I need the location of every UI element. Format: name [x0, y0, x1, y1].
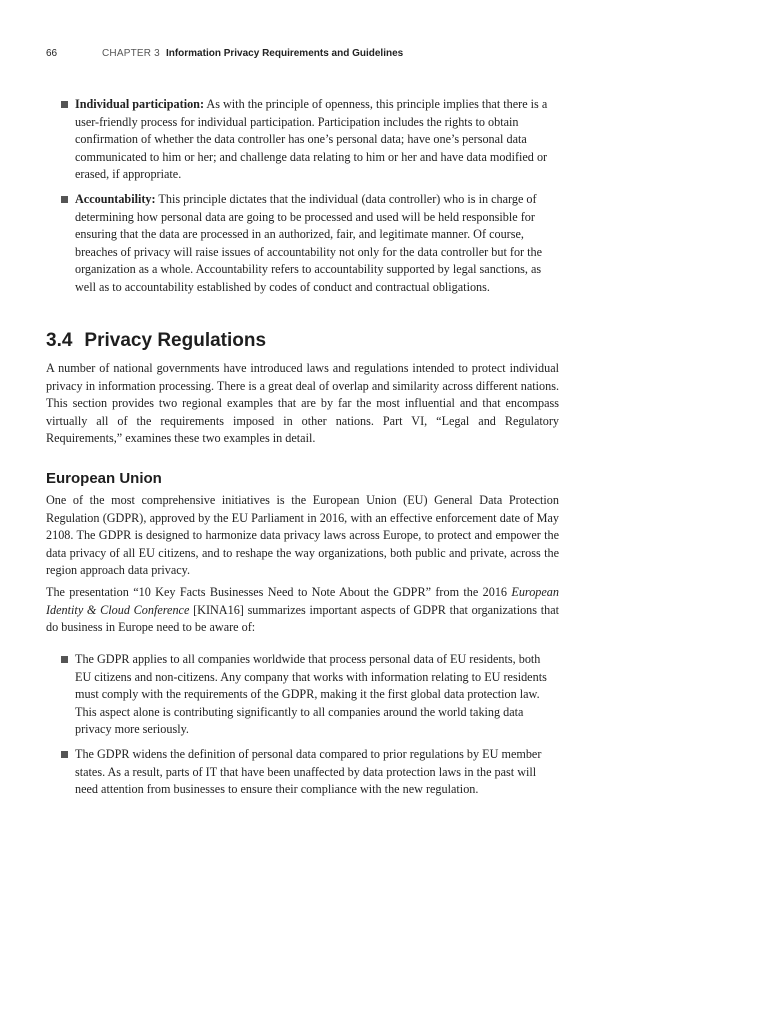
conference-name: European Identity & Cloud Conference [46, 585, 559, 617]
square-bullet-icon [61, 751, 68, 758]
principle-text: This principle dictates that the individual (data controller) who is in charge of determining how personal data are going to be processed and used will be held responsible for ensuring that the data are processed in an authorized, fair, and legitimate manner. Of course, breaches of privacy will raise issues of accountability not only for the data controller but for the organization as a whole. Accountability refers to accountability supported by legal sanctions, as well as to accountability established by codes of conduct and contractual obligations. [75, 191, 543, 294]
section-intro-paragraph: A number of national governments have introduced laws and regulations intended to protect individual privacy in information processing. There is a great deal of overlap and similarity across different nations. This section provides two regional examples that are by far the most influential and that encompass virtually all of the requirements imposed in other nations. Part VI, “Legal and Regulatory Requirements,” examines these two examples in detail. [46, 361, 559, 446]
section-title: Privacy Regulations [84, 330, 267, 351]
subsection-heading: European Union [46, 470, 162, 487]
list-item [75, 191, 559, 297]
presentation-text-end: [KINA16] summarizes important aspects of GDPR that organizations that do business in Europe need to be aware of: [46, 602, 559, 635]
chapter-title: Information Privacy Requirements and Guidelines [165, 48, 404, 59]
section-heading [46, 330, 266, 352]
square-bullet-icon [61, 101, 68, 108]
gdpr-facts-list [75, 651, 559, 806]
principle-text: As with the principle of openness, this principle implies that there is a user-friendly process for individual participation. Participation includes the rights to obtain confirmation of whether the data controller has one’s personal data; have one’s personal data communicated to him or her; and challenge data relating to him or her and have data modified or erased, if appropriate. [75, 97, 548, 182]
gdpr-paragraph: One of the most comprehensive initiatives is the European Union (EU) General Data Protection Regulation (GDPR), approved by the EU Parliament in 2016, with an effective enforcement date of May 2108. The GDPR is designed to harmonize data privacy laws across Europe, to protect and empower the data privacy of all EU citizens, and to reshape the way organizations, both public and private, across the region approach data privacy. [46, 493, 559, 578]
fact-text: The GDPR widens the definition of personal data compared to prior regulations by EU member states. As a result, parts of IT that have been unaffected by data protection laws in the past will need attention from businesses to ensure their compliance with the new regulation. [75, 746, 542, 797]
presentation-paragraph [46, 584, 559, 637]
principle-term: Individual participation: [75, 97, 205, 111]
list-item [75, 746, 559, 799]
running-header [46, 48, 726, 59]
fact-text: The GDPR applies to all companies worldwide that process personal data of EU residents, both EU citizens and non-citizens. Any company that works with information relating to EU residents must comply with the requirements of the GDPR, making it the first global data protection law. This aspect alone is contributing significantly to all companies around the world taking data privacy more seriously. [75, 652, 547, 737]
principles-list [75, 96, 559, 304]
section-number: 3.4 [46, 330, 73, 351]
list-item [75, 96, 559, 184]
chapter-label: CHAPTER 3 [102, 48, 160, 59]
page-number: 66 [46, 48, 58, 59]
principle-term: Accountability: [75, 191, 156, 206]
list-item [75, 651, 559, 739]
presentation-text-start: The presentation “10 Key Facts Businesses Need to Note About the GDPR” from the 2016 [46, 585, 512, 599]
square-bullet-icon [61, 196, 68, 203]
square-bullet-icon [61, 656, 68, 663]
